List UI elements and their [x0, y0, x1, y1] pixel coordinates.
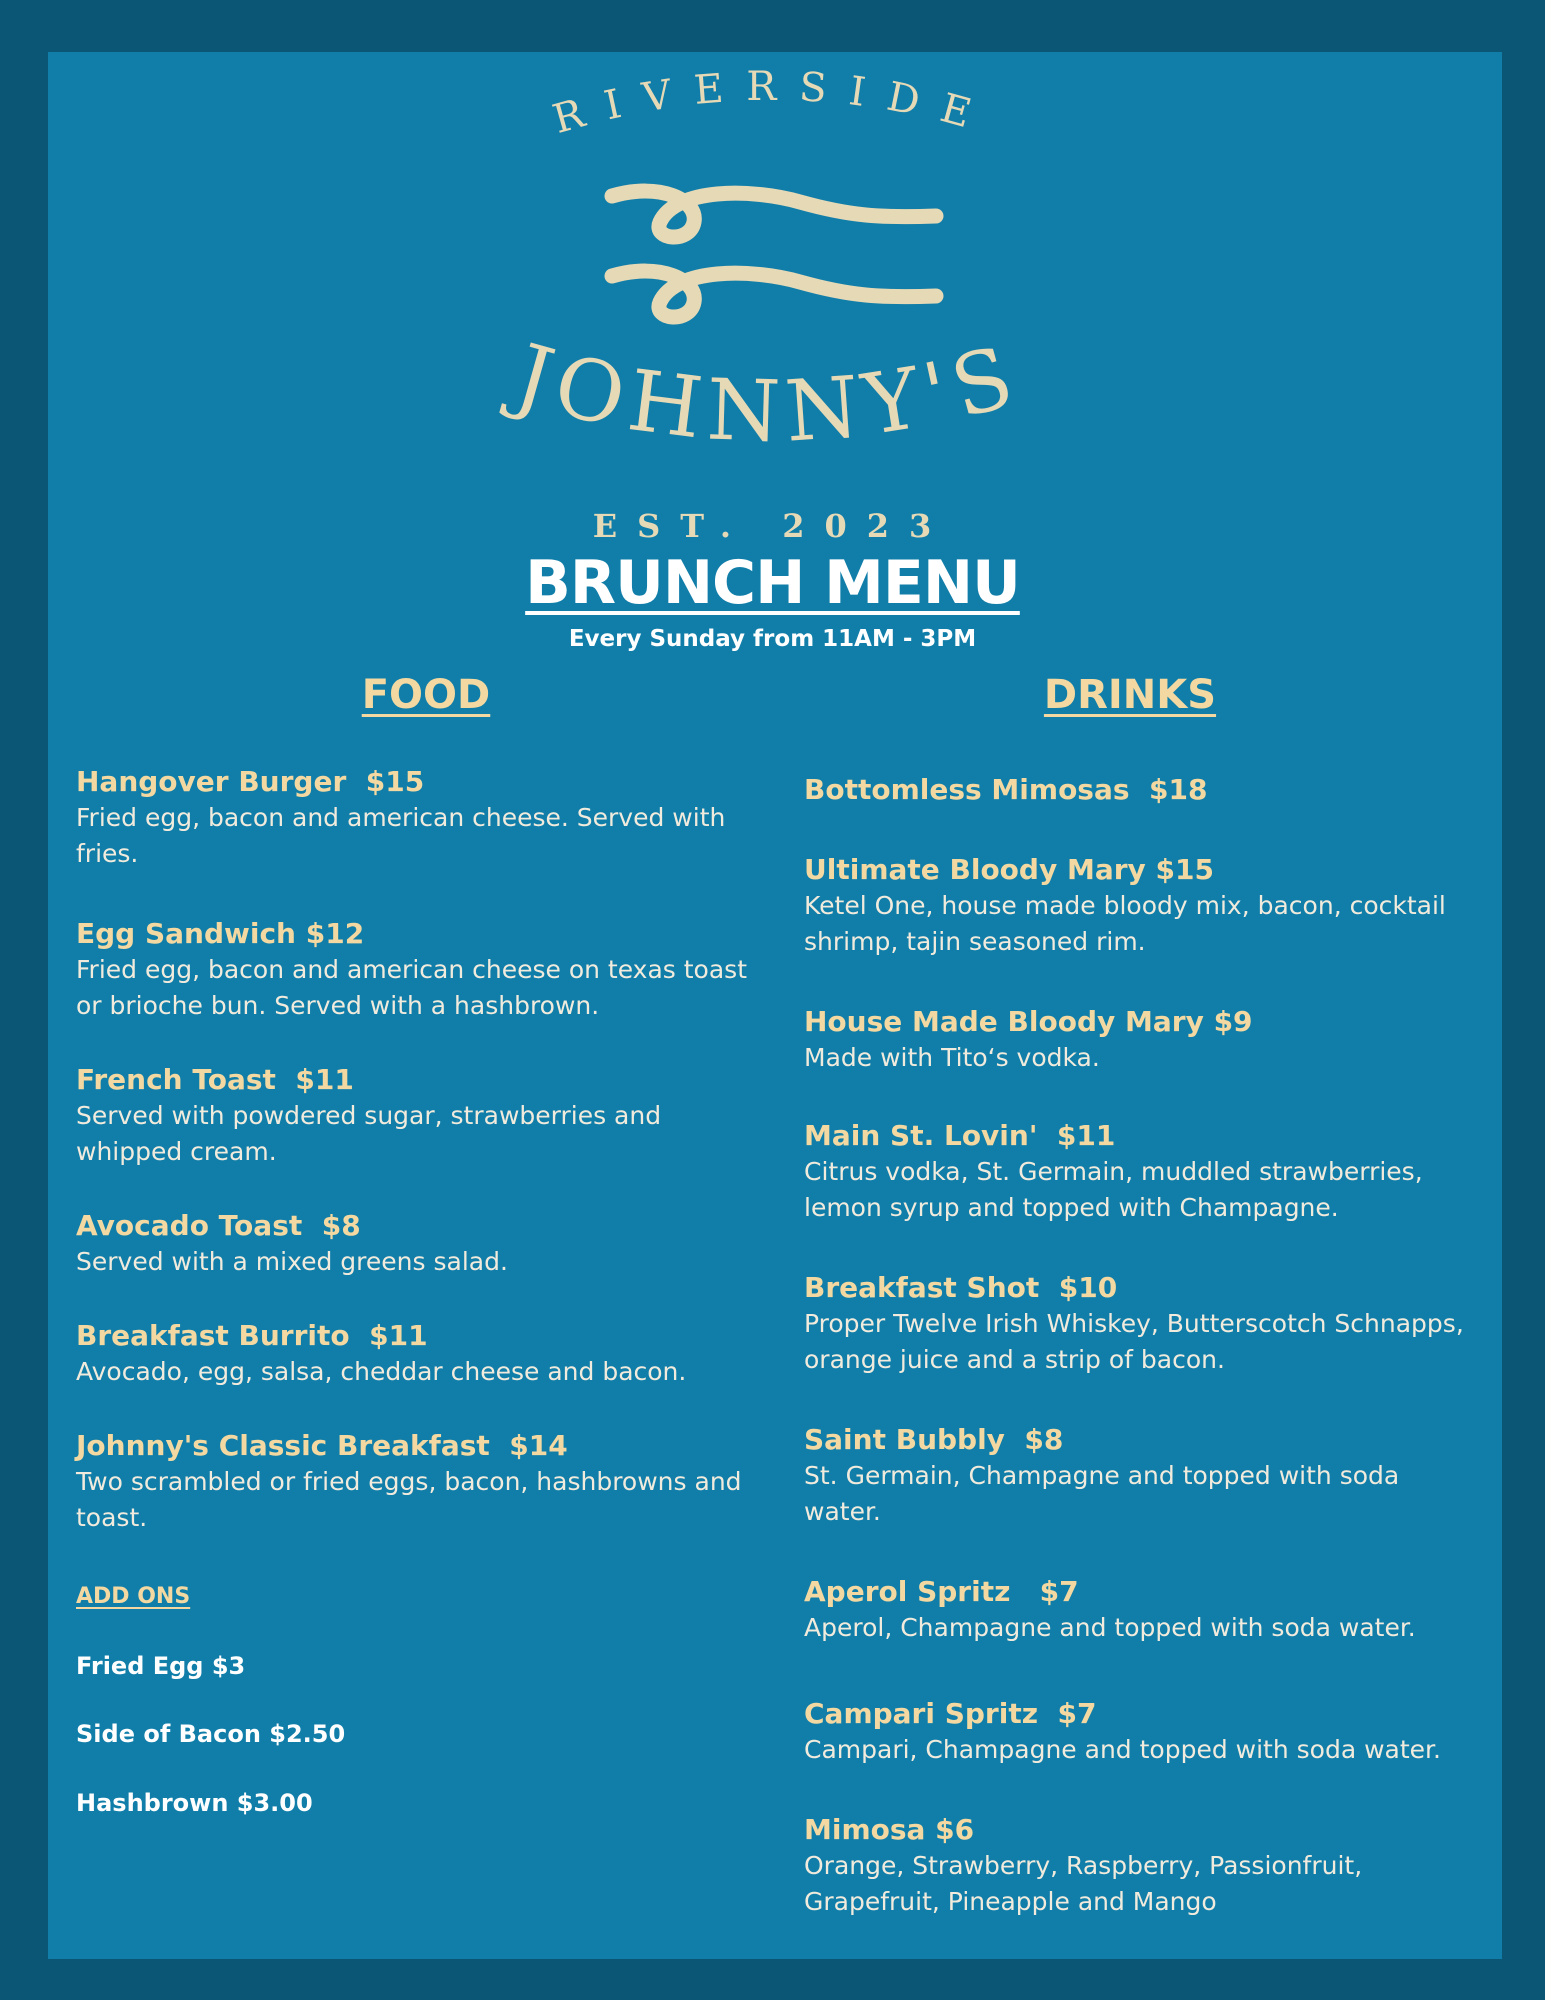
addon-item: Hashbrown $3.00 — [76, 1789, 313, 1817]
page-title: BRUNCH MENU — [525, 548, 1020, 618]
food-item — [76, 1428, 766, 1536]
addon-item: Side of Bacon $2.50 — [76, 1720, 346, 1748]
drink-item-desc: Orange, Strawberry, Raspberry, Passionfruit, Grapefruit, Pineapple and Mango — [804, 1851, 1363, 1916]
food-item-desc: Avocado, egg, salsa, cheddar cheese and bacon. — [76, 1357, 687, 1386]
logo-riverside-text: RIVERSIDE — [547, 63, 998, 144]
drink-item-desc: Made with Tito‘s vodka. — [804, 1043, 1100, 1072]
addons-heading: ADD ONS — [76, 1584, 191, 1609]
drink-item — [804, 1574, 1464, 1646]
drink-item — [804, 852, 1464, 960]
drink-item-name: Campari Spritz $7 — [804, 1697, 1097, 1730]
food-item-name: Egg Sandwich $12 — [76, 917, 365, 950]
food-item — [76, 916, 766, 1024]
drink-item — [804, 1422, 1464, 1530]
food-item-name: Breakfast Burrito $11 — [76, 1319, 428, 1352]
food-item-name: Johnny's Classic Breakfast $14 — [76, 1429, 568, 1462]
drink-item-name: Mimosa $6 — [804, 1813, 975, 1846]
drink-item-name: Breakfast Shot $10 — [804, 1271, 1118, 1304]
schedule-subtitle: Every Sunday from 11AM - 3PM — [568, 626, 977, 652]
food-item-name: Avocado Toast $8 — [76, 1209, 361, 1242]
drink-item-name: Aperol Spritz $7 — [804, 1575, 1079, 1608]
drink-item — [804, 1004, 1464, 1076]
food-item — [76, 1062, 766, 1170]
drink-item — [804, 1696, 1464, 1768]
drinks-heading: DRINKS — [1043, 672, 1217, 718]
food-item — [76, 1318, 766, 1390]
drink-item-desc: Aperol, Champagne and topped with soda water. — [804, 1613, 1416, 1642]
drink-item — [804, 1118, 1464, 1226]
drink-item — [804, 772, 1464, 808]
drink-item — [804, 1812, 1464, 1920]
drink-item — [804, 1270, 1464, 1378]
food-item-desc: Fried egg, bacon and american cheese on texas toast or brioche bun. Served with a hashbrown. — [76, 955, 747, 1020]
drink-item-name: Saint Bubbly $8 — [804, 1423, 1064, 1456]
logo-johnnys-text: JOHNNY'S — [504, 325, 1031, 461]
food-item-desc: Fried egg, bacon and american cheese. Served with fries. — [76, 803, 726, 868]
drink-item-name: Ultimate Bloody Mary $15 — [804, 853, 1214, 886]
drink-item-desc: Campari, Champagne and topped with soda water. — [804, 1735, 1441, 1764]
addon-item: Fried Egg $3 — [76, 1652, 246, 1680]
food-heading: FOOD — [361, 672, 491, 718]
food-item — [76, 764, 766, 872]
drink-item-name: House Made Bloody Mary $9 — [804, 1005, 1253, 1038]
food-item-desc: Served with a mixed greens salad. — [76, 1247, 508, 1276]
drink-item-desc: St. Germain, Champagne and topped with soda water. — [804, 1461, 1400, 1526]
drink-item-desc: Proper Twelve Irish Whiskey, Butterscotch Schnapps, orange juice and a strip of bacon. — [804, 1309, 1464, 1374]
food-item-name: French Toast $11 — [76, 1063, 354, 1096]
food-item — [76, 1208, 766, 1280]
drink-item-desc: Ketel One, house made bloody mix, bacon, cocktail shrimp, tajin seasoned rim. — [804, 891, 1446, 956]
drink-item-name: Bottomless Mimosas $18 — [804, 773, 1208, 806]
food-item-name: Hangover Burger $15 — [76, 765, 425, 798]
food-item-desc: Served with powdered sugar, strawberries and whipped cream. — [76, 1101, 662, 1166]
drink-item-name: Main St. Lovin' $11 — [804, 1119, 1116, 1152]
food-item-desc: Two scrambled or fried eggs, bacon, hashbrowns and toast. — [76, 1467, 742, 1532]
drink-item-desc: Citrus vodka, St. Germain, muddled strawberries, lemon syrup and topped with Champagne. — [804, 1157, 1423, 1222]
logo-est-text: EST. 2023 — [592, 507, 952, 545]
